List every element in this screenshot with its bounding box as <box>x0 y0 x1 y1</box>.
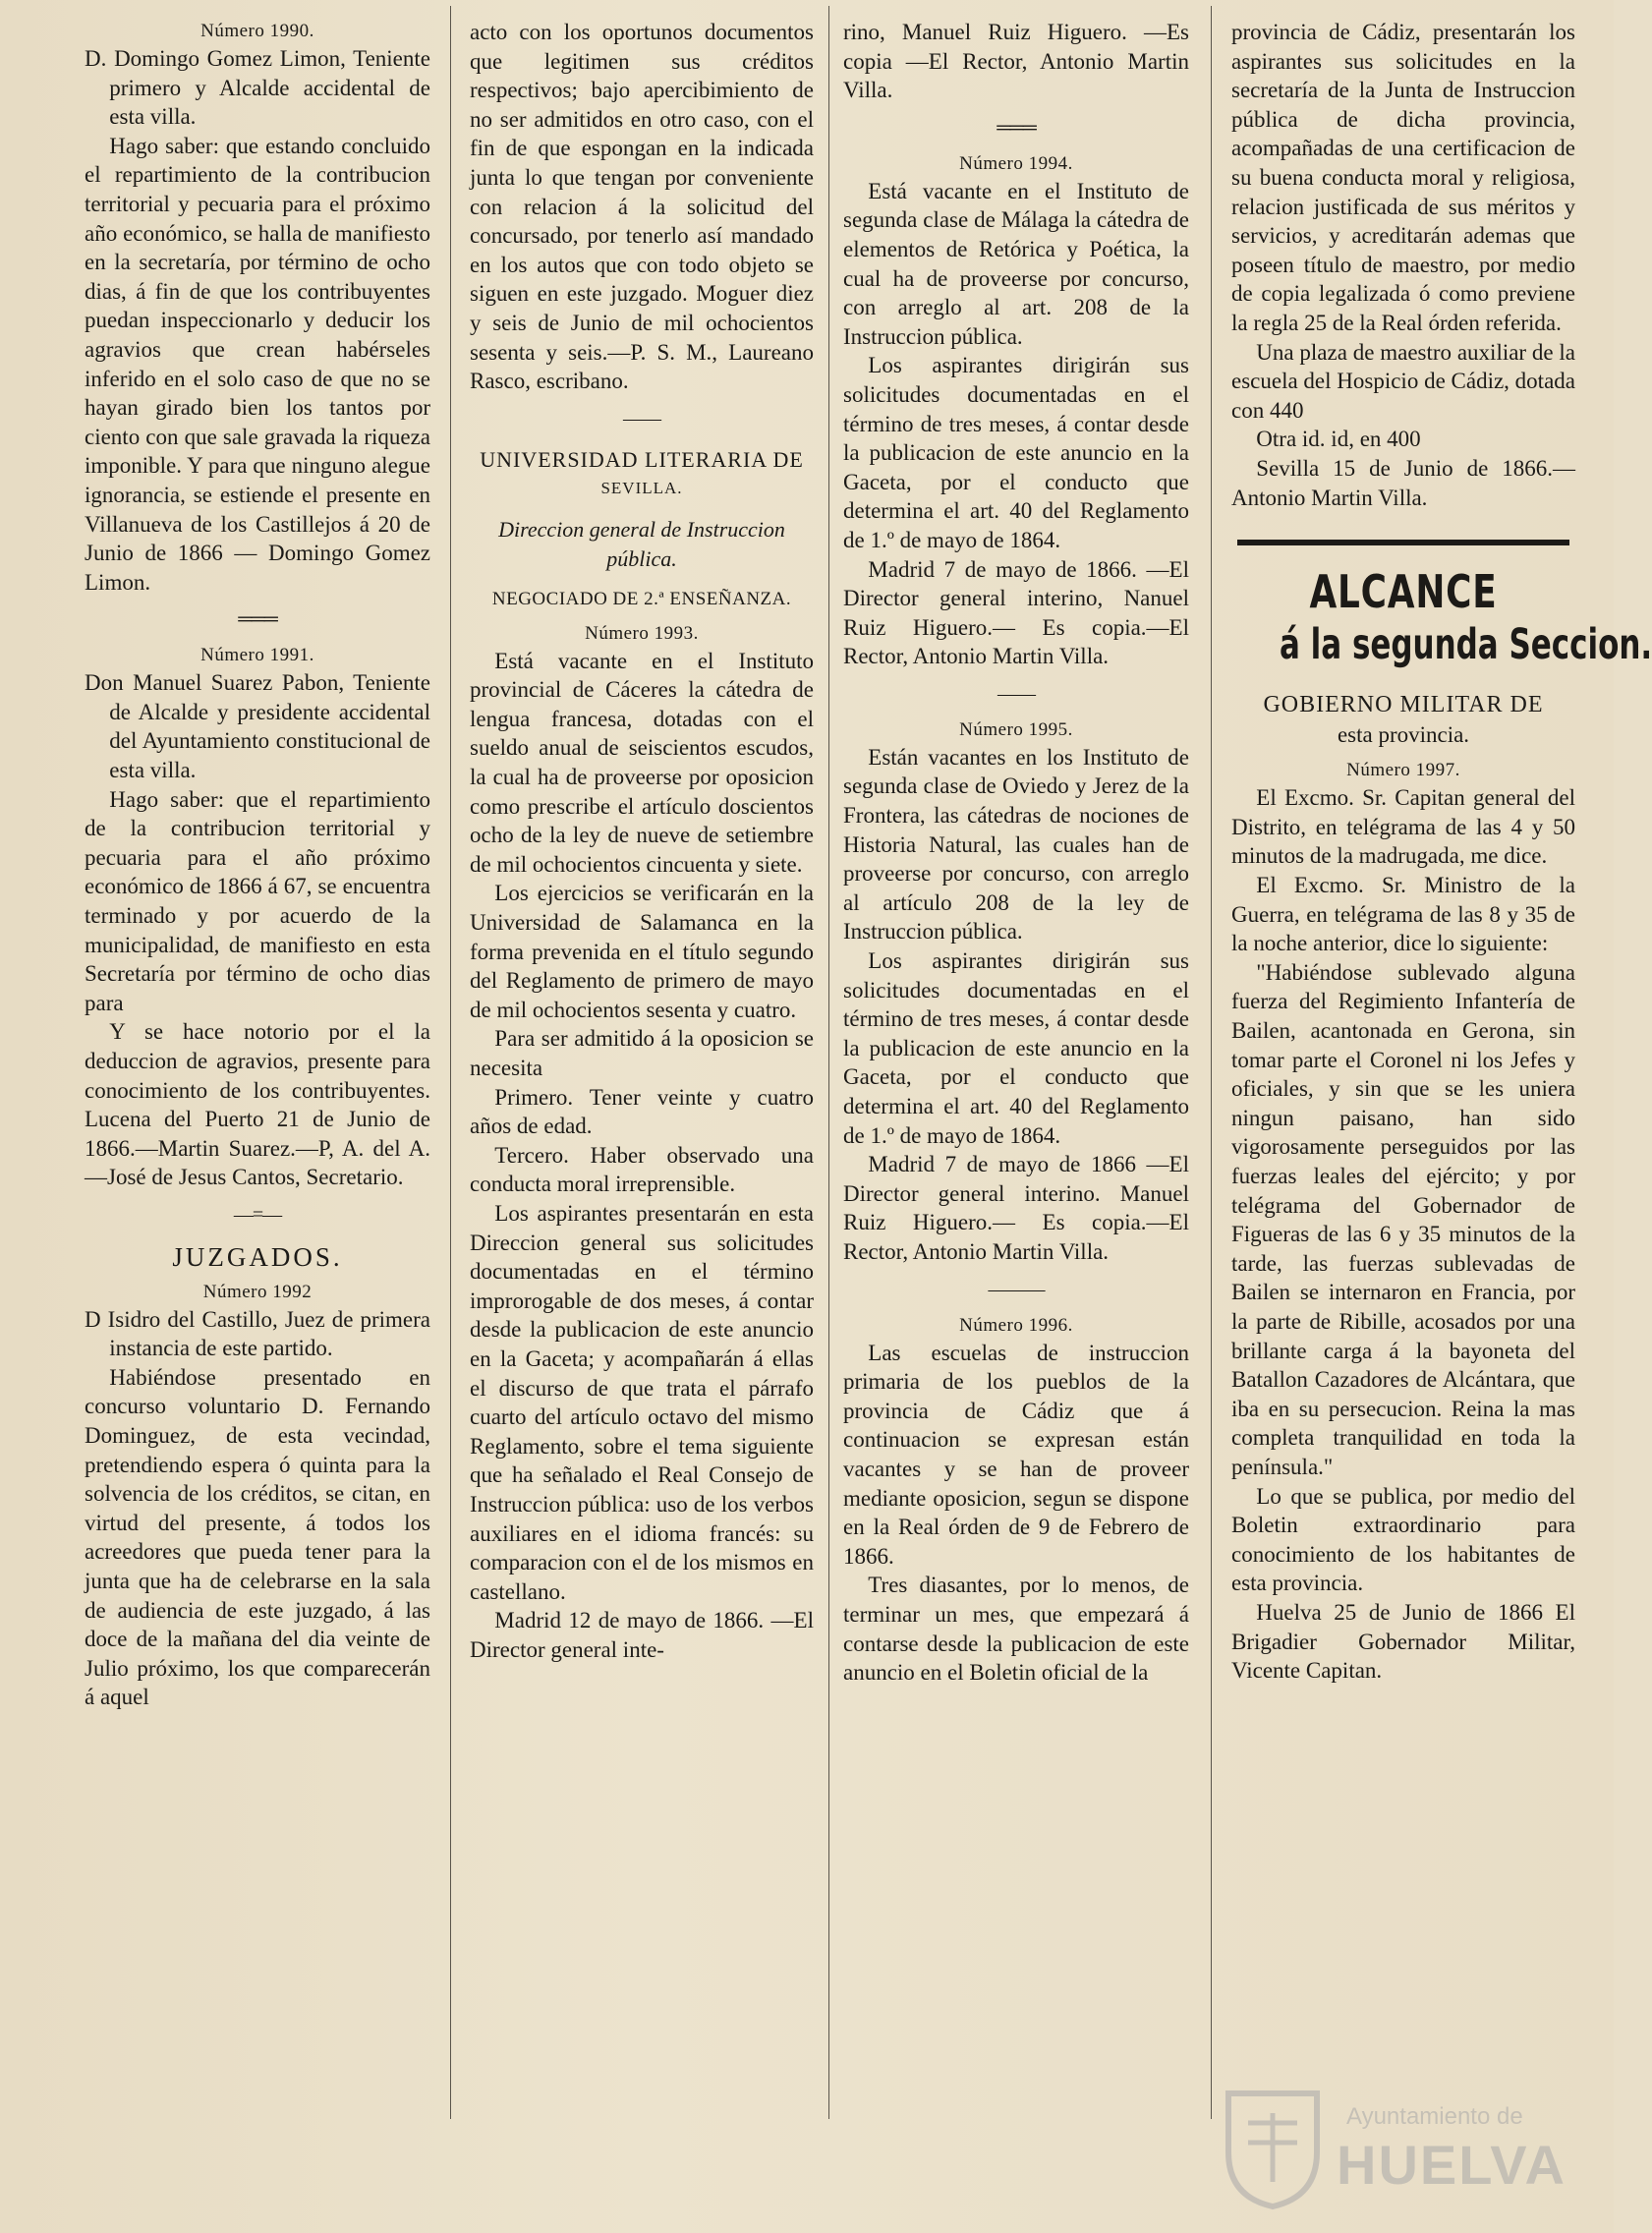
notice-number: Número 1990. <box>200 21 314 41</box>
crest-icon <box>1219 2084 1327 2211</box>
notice-body: Habiéndose presentado en concurso voluntario D. Fernando Dominguez, de esta vecindad, pretendiendo espera ó quinta para la solvencia de los créditos, se citan, en virtud del presente, á todos los acreedores que pueda tener para la junta que ha de celebrarse en la sala de audiencia de este juzgado, á las doce de la mañana del dia veinte de Julio próximo, los que comparecerán á aquel <box>85 1364 430 1710</box>
column-rule <box>450 6 451 2119</box>
notice-body: Las escuelas de instruccion primaria de los pueblos de la provincia de Cádiz que á continuacion se expresan están vacantes y se han de proveer mediante oposicion, segun se dispone en la Real órden de 9 de Febrero de 1866. <box>843 1340 1189 1569</box>
office-subheading: esta provincia. <box>1337 721 1470 747</box>
department-heading: NEGOCIADO DE 2.ª ENSEÑANZA. <box>491 589 792 610</box>
notice-body: Otra id. id, en 400 <box>1256 427 1421 452</box>
section-title: JUZGADOS. <box>172 1241 343 1272</box>
notice-signature: Madrid 7 de mayo de 1866. —El Director general interino, Nanuel Ruiz Higuero.— Es copia.—El Rector, Antonio Martin Villa. <box>843 556 1189 669</box>
notice-body: Y se hace notorio por el la deduccion de agravios, presente para conocimiento de los contribuyentes. Lucena del Puerto 21 de Junio de 1866.—Martin Suarez.—P, A. del A.—José de Jesus Cantos, Secretario. <box>85 1019 430 1190</box>
notice-signature: Madrid 7 de mayo de 1866 —El Director general interino. Manuel Ruiz Higuero.— Es copia.—El Rector, Antonio Martin Villa. <box>843 1152 1189 1264</box>
notice-body: Está vacante en el Instituto de segunda clase de Málaga la cátedra de elementos de Retórica y Poética, la cual ha de proveerse por concurso, con arreglo al art. 208 de la Instruccion pública. <box>843 178 1189 349</box>
supplement-subtitle: á la segunda Seccion. <box>1280 620 1652 670</box>
notice-body: Tercero. Haber observado una conducta moral irreprensible. <box>470 1142 814 1197</box>
notice-continuation: rino, Manuel Ruiz Higuero. —Es copia —El Rector, Antonio Martin Villa. <box>843 20 1189 103</box>
column-2 <box>470 18 814 2219</box>
notice-body: "Habiéndose sublevado alguna fuerza del Regimiento Infantería de Bailen, acantonada en Gerona, sin tomar parte el Coronel ni los Jefes y oficiales, y sin que se les uniera ningun paisano, han sido vigorosamente perseguidos por las fuerzas leales del ejército; y por telégrama del Gobernador de Figueras de las 6 y 35 minutos de la tarde, las fuerzas sublevadas de Bailen se internaron en Francia, por la parte de Ribille, acosados por una brillante carga á la bayoneta del Batallon Cazadores de Alcántara, que iba en su persecucion. Reina la mas completa tranquilidad en toda la península." <box>1231 959 1575 1479</box>
separator: —=— <box>233 1203 282 1226</box>
notice-body: Lo que se publica, por medio del Boletin extraordinario para conocimiento de los habitantes de esta provincia. <box>1231 1483 1575 1596</box>
notice-signature: Madrid 12 de mayo de 1866. —El Director general inte- <box>470 1608 814 1662</box>
separator: ——— <box>988 1278 1045 1300</box>
column-1 <box>85 18 430 2219</box>
notice-number: Número 1992 <box>202 1281 313 1302</box>
watermark-line-2: HUELVA <box>1337 2134 1567 2196</box>
notice-body: El Excmo. Sr. Ministro de la Guerra, en telégrama de las 8 y 35 de la noche anterior, dice lo siguiente: <box>1231 873 1575 956</box>
notice-body: Están vacantes en los Instituto de segunda clase de Oviedo y Jerez de la Frontera, las cátedras de nociones de Historia Natural, las cuales han de proveerse por concurso, con arreglo al artículo 208 de la ley de Instruccion pública. <box>843 744 1189 945</box>
notice-body: Para ser admitido á la oposicion se necesita <box>470 1026 814 1080</box>
notice-body: Tres diasantes, por lo menos, de terminar un mes, que empezará á contarse desde la publicacion de este anuncio en el Boletin oficial de la <box>843 1573 1189 1686</box>
notice-body: Primero. Tener veinte y cuatro años de edad. <box>470 1084 814 1139</box>
notice-number: Número 1994. <box>959 152 1073 174</box>
notice-body: Los ejercicios se verificarán en la Universidad de Salamanca en la forma prevenida en el título segundo del Reglamento de primero de mayo de mil ochocientos sesenta y cuatro. <box>470 881 814 1022</box>
notice-signature: Sevilla 15 de Junio de 1866.—Antonio Martin Villa. <box>1231 455 1575 510</box>
notice-body: Está vacante en el Instituto provincial de Cáceres la cátedra de lengua francesa, dotadas con el sueldo anual de seiscientos escudos, la cual ha de proveerse por oposicion como prescribe el artículo doscientos ocho de la ley de nueve de setiembre de mil ochocientos cincuenta y siete. <box>470 648 814 877</box>
column-rule <box>828 6 829 2119</box>
notice-continuation: acto con los oportunos documentos que legitimen sus créditos respectivos; bajo apercibimiento de no ser admitidos en otro caso, con el fin de que espongan en la indicada junta lo que tengan por conveniente con relacion á la solicitud del concursado, por tenerlo así mandado en los autos que con todo objeto se siguen en este juzgado. Moguer diez y seis de Junio de mil ochocientos sesenta y seis.—P. S. M., Laureano Rasco, escribano. <box>470 20 814 394</box>
notice-body: Los aspirantes dirigirán sus solicitudes documentadas en el término de tres meses, á contar desde la publicacion de este anuncio en la Gaceta, por el conducto que determina el art. 40 del Reglamento de 1.º de mayo de 1864. <box>843 948 1189 1148</box>
supplement-title: ALCANCE <box>1309 565 1498 619</box>
directorate-heading: Direccion general de Instruccion pública. <box>498 516 785 571</box>
notice-body: Hago saber: que estando concluido el repartimiento de la contribucion territorial y pecuaria para el próximo año económico, se halla de manifiesto en la secretaría, por término de ocho dias, á fin de que los contribuyentes puedan inspeccionarlo y deducir los agravios que crean habérseles inferido en el solo caso de que no se hayan girado bien los tantos por ciento con que sale gravada la riqueza imponible. Y para que ninguno alegue ignorancia, se estiende el presente en Villanueva de los Castillejos á 20 de Junio de 1866 — Domingo Gomez Limon. <box>85 133 430 595</box>
separator: ═══ <box>238 608 277 631</box>
notice-number: Número 1991. <box>200 645 314 666</box>
notice-continuation: provincia de Cádiz, presentarán los aspirantes sus solicitudes en la secretaría de la Junta de Instruccion pública de dicha provincia, acompañadas de una certificacion de su buena conducta moral y religiosa, relacion justificada de sus méritos y servicios, y acreditarán ademas que poseen título de maestro, por medio de copia legalizada ó como previene la regla 25 de la Real órden referida. <box>1231 20 1575 335</box>
office-heading: GOBIERNO MILITAR DE <box>1263 692 1544 718</box>
column-rule <box>1211 6 1212 2119</box>
notice-body: Una plaza de maestro auxiliar de la escuela del Hospicio de Cádiz, dotada con 440 <box>1231 339 1575 423</box>
notice-number: Número 1996. <box>959 1314 1073 1336</box>
notice-heading: Don Manuel Suarez Pabon, Teniente de Alcalde y presidente accidental del Ayuntamiento constitucional de esta villa. <box>85 670 430 783</box>
institution-city: SEVILLA. <box>600 479 683 498</box>
section-divider <box>1237 540 1569 545</box>
notice-body: Hago saber: que el repartimiento de la contribucion territorial y pecuaria para el año próximo económico de 1866 á 67, se encuentra terminado y por acuerdo de la municipalidad, de manifiesto en esta Secretaría por término de ocho dias para <box>85 786 430 1015</box>
separator: ═══ <box>997 116 1036 139</box>
notice-number: Número 1993. <box>585 622 699 644</box>
institution-heading: UNIVERSIDAD LITERARIA DE <box>480 446 804 472</box>
separator: —— <box>997 682 1035 705</box>
separator: —— <box>623 407 660 429</box>
notice-body: Los aspirantes presentarán en esta Direccion general sus solicitudes documentadas en el término improrogable de dos meses, á contar desde la publicacion de este anuncio en la Gaceta; y acompañarán á ellas el discurso de que trata el párrafo cuarto del artículo octavo del mismo Reglamento, sobre el tema siguiente que ha señalado el Real Consejo de Instruccion pública: uso de los verbos auxiliares en el idioma francés: su comparacion con el de los mismos en castellano. <box>470 1200 814 1604</box>
column-4 <box>1231 18 1652 2219</box>
notice-heading: D. Domingo Gomez Limon, Teniente primero y Alcalde accidental de esta villa. <box>85 46 430 130</box>
notice-body: Los aspirantes dirigirán sus solicitudes documentadas en el término de tres meses, á contar desde la publicacion de este anuncio en la Gaceta, por el conducto que determina el art. 40 del Reglamento de 1.º de mayo de 1864. <box>843 353 1189 552</box>
notice-number: Número 1997. <box>1346 760 1460 781</box>
notice-heading: D Isidro del Castillo, Juez de primera instancia de este partido. <box>85 1306 430 1361</box>
archive-watermark <box>1219 2084 1602 2221</box>
notice-number: Número 1995. <box>959 718 1073 740</box>
column-3 <box>843 18 1189 2219</box>
watermark-line-1: Ayuntamiento de <box>1346 2103 1523 2130</box>
notice-body: El Excmo. Sr. Capitan general del Distrito, en telégrama de las 4 y 50 minutos de la madrugada, me dice. <box>1231 785 1575 869</box>
notice-signature: Huelva 25 de Junio de 1866 El Brigadier Gobernador Militar, Vicente Capitan. <box>1231 1599 1575 1684</box>
